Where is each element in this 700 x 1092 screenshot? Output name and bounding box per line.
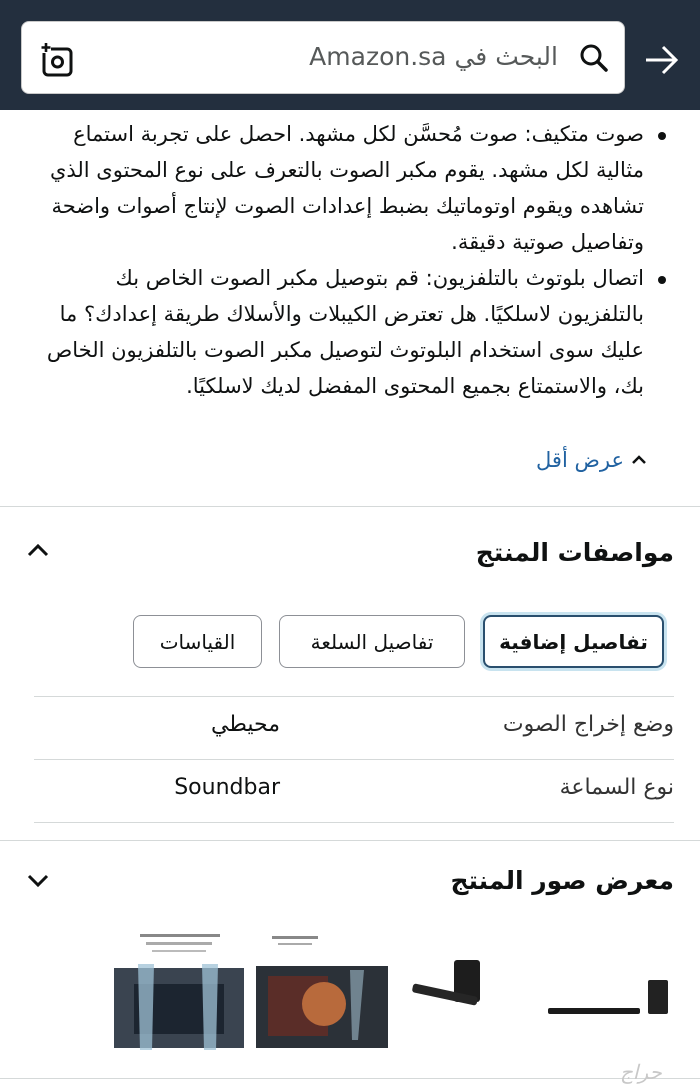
camera-search-icon[interactable] (40, 42, 76, 78)
divider (0, 506, 700, 507)
spec-value-audio-output: محيطي (210, 712, 280, 737)
search-input[interactable]: البحث في Amazon.sa (309, 42, 558, 71)
promo-image (110, 930, 248, 1065)
specs-title[interactable]: مواصفات المنتج (475, 538, 674, 567)
gallery-title[interactable]: معرض صور المنتج (450, 866, 674, 895)
soundbar-image (544, 930, 670, 1065)
search-box[interactable] (21, 21, 625, 94)
top-header (0, 0, 700, 110)
product-image-1[interactable] (544, 930, 670, 1065)
product-image-2[interactable] (408, 930, 534, 1065)
show-less-label: عرض أقل (536, 448, 624, 472)
chevron-up-icon (630, 451, 648, 469)
bullet-bluetooth: اتصال بلوتوث بالتلفزيون: قم بتوصيل مكبر الصوت الخاص بك بالتلفزيون لاسلكيًا. هل تعترض الكيبلات والأسلاك طريقة إعدادك؟ ما عليك سوى استخدام البلوتوث لتوصيل مكبر الصوت بالتلفزيون الخاص بك، والاستمتاع بجميع المحتوى المفضل لديك لاسلكيًا. (32, 260, 672, 404)
watermark: حراج (620, 1060, 662, 1084)
chevron-down-icon[interactable] (24, 866, 52, 894)
product-image-4[interactable] (110, 930, 248, 1065)
search-icon[interactable] (578, 42, 610, 74)
soundbar-image (408, 930, 534, 1065)
tab-dimensions[interactable]: القياسات (133, 615, 262, 668)
spec-label-audio-output: وضع إخراج الصوت (502, 712, 674, 737)
tab-item-details[interactable]: تفاصيل السلعة (279, 615, 465, 668)
bullet-adaptive-sound: صوت متكيف: صوت مُحسَّن لكل مشهد. احصل على تجربة استماع مثالية لكل مشهد. يقوم مكبر الصوت بالتعرف على نوع المحتوى الذي تشاهده ويقوم اوتوماتيك بضبط إعدادات الصوت لإنتاج أصوات واضحة وتفاصيل صوتية دقيقة. (32, 116, 672, 260)
feature-bullets (32, 116, 672, 404)
chevron-up-icon[interactable] (24, 537, 52, 565)
divider (0, 1078, 700, 1079)
tab-additional-details[interactable]: تفاصيل إضافية (483, 615, 664, 668)
table-divider (34, 696, 674, 697)
table-divider (34, 822, 674, 823)
spec-label-speaker-type: نوع السماعة (559, 775, 674, 800)
divider (0, 840, 700, 841)
spec-value-speaker-type: Soundbar (174, 775, 280, 800)
show-less-link[interactable] (536, 448, 648, 472)
promo-image (254, 930, 390, 1065)
product-image-3[interactable] (254, 930, 390, 1065)
table-divider (34, 759, 674, 760)
arrow-right-icon[interactable] (643, 43, 681, 77)
